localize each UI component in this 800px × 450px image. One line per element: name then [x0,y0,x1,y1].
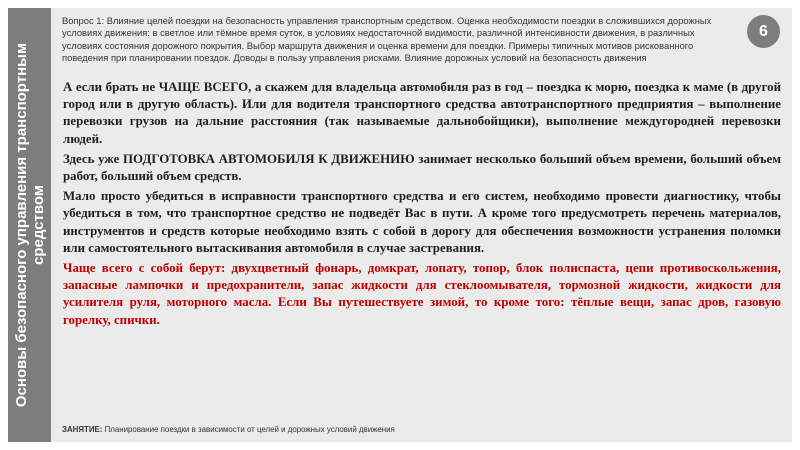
footer-label: ЗАНЯТИЕ: [62,425,103,434]
question-label: Вопрос 1: [62,15,105,26]
paragraph-3: Мало просто убедиться в исправности транспортного средства и его систем, необходимо провести диагностику, чтобы убедиться в том, что транспортное средство не подведёт Вас в пути. А кроме того предусмотреть перечень материалов, инструментов и средств которые необходимо взять с собой в дорогу для обеспечения возможности устранения поломки или самостоятельного вытаскивания автомобиля в случае застревания. [63,189,781,255]
paragraph-1: А если брать не ЧАЩЕ ВСЕГО, а скажем для владельца автомобиля раз в год – поездка к морю, поездка к маме (в другой город или в другую область). Или для водителя транспортного средства автотранспортного предприятия – выполнение перевозки грузов на дальние расстояния (так называемые дальнобойщики), выполнение междугородней перевозки людей. [63,80,781,146]
paragraph-2: Здесь уже ПОДГОТОВКА АВТОМОБИЛЯ К ДВИЖЕНИЮ занимает несколько больший объем времени, больший объем работ, больший объем средств. [63,151,781,184]
question-text: Влияние целей поездки на безопасность управления транспортным средством. Оценка необходимости поездки в сложившихся дорожных условиях движения: в светлое или тёмное время суток, в условиях недостаточной видимости, различной интенсивности движения, в различных условиях состояния дорожного покрытия. Выбор маршрута движения и оценка времени для поездки. Примеры типичных мотивов рискованного поведения при планировании поездок. Доводы в пользу управления рисками. Влияние дорожных условий на безопасность движения [62,15,712,64]
sidebar-title: Основы безопасного управления транспортным средством [12,42,47,408]
slide-number-badge: 6 [747,15,780,48]
content-panel [51,8,792,442]
sidebar [8,8,51,442]
footer-text: Планирование поездки в зависимости от целей и дорожных условий движения [104,425,395,434]
lesson-footer [62,425,395,434]
paragraph-4-highlight: Чаще всего с собой берут: двухцветный фонарь, домкрат, лопату, топор, блок полиспаста, цепи противоскольжения, запасные лампочки и предохранители, запас жидкости для стеклоомывателя, тормозной жидкости, жидкости для усилителя руля, моторного масла. Если Вы путешествуете зимой, то кроме того: тёплые вещи, запас дров, газовую горелку, спички. [63,261,781,327]
body-text [63,79,781,332]
question-header [62,15,734,65]
